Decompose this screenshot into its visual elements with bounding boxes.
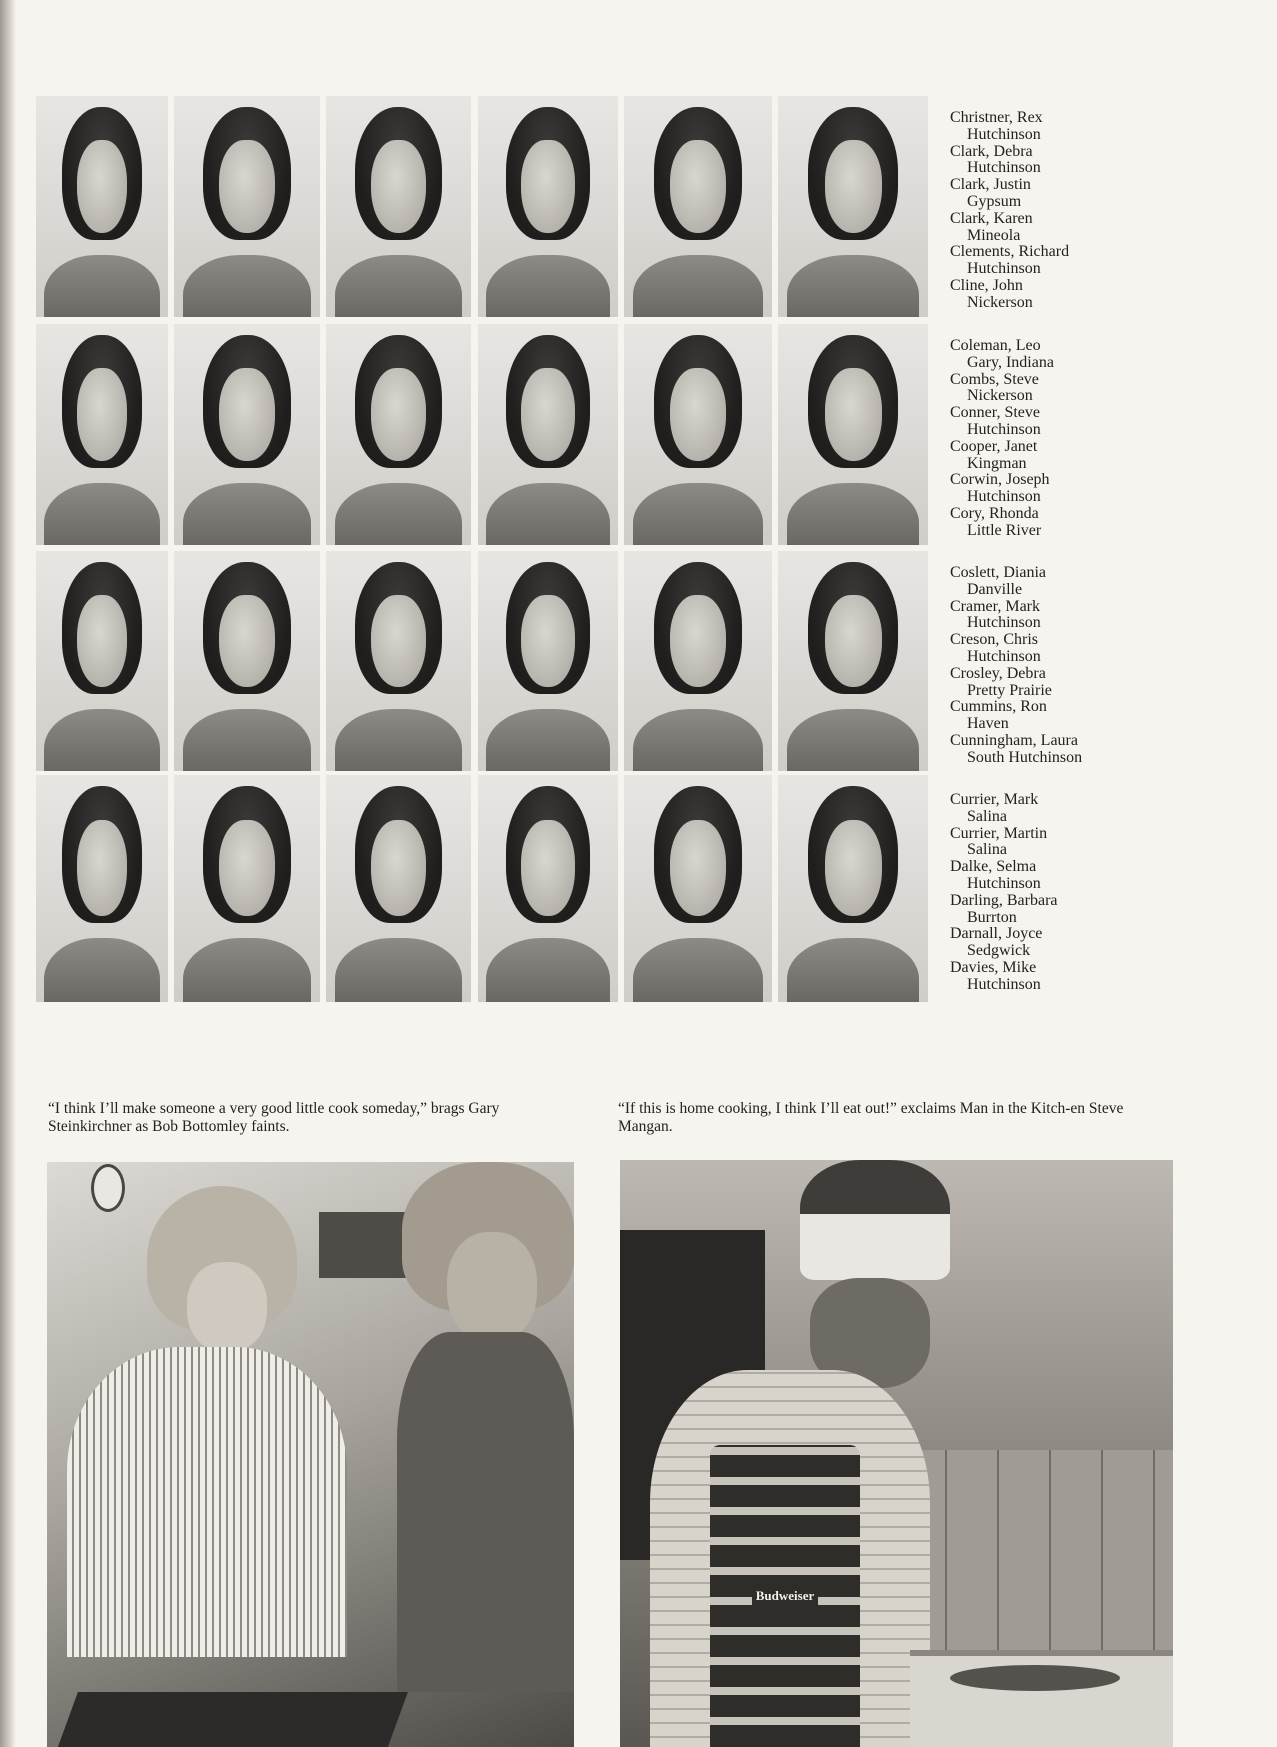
student-name: Cunningham, Laura bbox=[950, 731, 1078, 749]
student-hometown: Hutchinson bbox=[967, 488, 1041, 506]
student-name: Davies, Mike bbox=[950, 958, 1037, 976]
student-hometown: Hutchinson bbox=[967, 614, 1041, 632]
student-portrait bbox=[778, 96, 928, 317]
name-list bbox=[950, 565, 1250, 767]
student-right-face bbox=[447, 1232, 537, 1342]
name-list bbox=[950, 792, 1250, 994]
portrait-body bbox=[183, 709, 311, 771]
student-portrait bbox=[326, 775, 471, 1002]
student-portrait bbox=[778, 324, 928, 545]
book-spine-shadow bbox=[0, 0, 16, 1747]
portrait-face bbox=[670, 820, 726, 915]
student-name: Coslett, Diania bbox=[950, 564, 1046, 581]
apron-brand-label: Budweiser bbox=[752, 1586, 819, 1606]
portrait-body bbox=[633, 255, 763, 317]
name-list bbox=[950, 110, 1250, 312]
photo-two-students-cooking bbox=[47, 1162, 574, 1747]
portrait-body bbox=[44, 938, 160, 1002]
portrait-body bbox=[787, 938, 919, 1002]
portrait-body bbox=[633, 709, 763, 771]
student-portrait bbox=[624, 96, 772, 317]
chef-hat bbox=[800, 1160, 950, 1280]
student-hometown: Danville bbox=[967, 580, 1023, 598]
student-name: Dalke, Selma bbox=[950, 858, 1037, 876]
caption-right: “If this is home cooking, I think I’ll eat out!” exclaims Man in the Kitch-en Steve Mangan. bbox=[618, 1100, 1124, 1135]
student-name: Corwin, Joseph bbox=[950, 471, 1050, 489]
portrait-body bbox=[335, 255, 463, 317]
student-portrait bbox=[174, 96, 320, 317]
student-hometown: Hutchinson bbox=[967, 874, 1041, 892]
portrait-face bbox=[371, 820, 426, 915]
wall-clock bbox=[91, 1164, 125, 1212]
student-hometown: Gypsum bbox=[967, 192, 1022, 210]
baking-tray bbox=[56, 1692, 408, 1747]
student-name: Currier, Mark bbox=[950, 791, 1039, 808]
pot bbox=[950, 1665, 1120, 1691]
student-hometown: Gary, Indiana bbox=[967, 353, 1054, 371]
student-portrait bbox=[478, 324, 618, 545]
portrait-body bbox=[183, 255, 311, 317]
student-portrait bbox=[478, 96, 618, 317]
caption-left: “I think I’ll make someone a very good little cook someday,” brags Gary Steinkirchner as Bob Bottomley faints. bbox=[48, 1100, 500, 1135]
student-portrait bbox=[624, 551, 772, 771]
portrait-body bbox=[44, 483, 160, 545]
student-portrait bbox=[326, 324, 471, 545]
portrait-face bbox=[825, 820, 882, 915]
student-name: Clark, Karen bbox=[950, 209, 1033, 227]
student-hometown: Hutchinson bbox=[967, 260, 1041, 278]
student-name: Creson, Chris bbox=[950, 631, 1038, 649]
portrait-face bbox=[77, 368, 127, 461]
portrait-face bbox=[219, 595, 274, 687]
student-portrait bbox=[326, 96, 471, 317]
student-portrait bbox=[478, 775, 618, 1002]
student-hometown: Hutchinson bbox=[967, 420, 1041, 438]
portrait-body bbox=[486, 255, 609, 317]
student-portrait bbox=[36, 324, 168, 545]
portrait-body bbox=[787, 483, 919, 545]
student-name: Currier, Martin bbox=[950, 824, 1048, 842]
portrait-face bbox=[371, 595, 426, 687]
student-portrait bbox=[174, 551, 320, 771]
student-portrait bbox=[174, 775, 320, 1002]
student-hometown: Salina bbox=[967, 807, 1007, 825]
portrait-body bbox=[335, 709, 463, 771]
portrait-body bbox=[787, 709, 919, 771]
student-portrait bbox=[778, 775, 928, 1002]
student-portrait bbox=[624, 775, 772, 1002]
student-hometown: Hutchinson bbox=[967, 647, 1041, 665]
portrait-body bbox=[335, 483, 463, 545]
student-left-face bbox=[187, 1262, 267, 1352]
portrait-face bbox=[77, 140, 127, 233]
student-portrait bbox=[478, 551, 618, 771]
student-portrait bbox=[326, 551, 471, 771]
portrait-face bbox=[371, 140, 426, 233]
budweiser-apron bbox=[710, 1445, 860, 1747]
portrait-body bbox=[486, 938, 609, 1002]
portrait-face bbox=[825, 368, 882, 461]
portrait-body bbox=[44, 709, 160, 771]
portrait-body bbox=[183, 483, 311, 545]
student-name: Crosley, Debra bbox=[950, 664, 1046, 682]
student-hometown: Haven bbox=[967, 715, 1009, 733]
student-hometown: Nickerson bbox=[967, 387, 1033, 405]
student-hometown: Mineola bbox=[967, 226, 1021, 244]
student-right-shirt bbox=[397, 1332, 574, 1692]
student-name: Clark, Justin bbox=[950, 176, 1031, 194]
student-hometown: Little River bbox=[967, 521, 1042, 539]
student-name: Coleman, Leo bbox=[950, 337, 1041, 354]
portrait-face bbox=[219, 368, 274, 461]
portrait-body bbox=[633, 483, 763, 545]
student-hometown: Hutchinson bbox=[967, 975, 1041, 993]
student-portrait bbox=[36, 96, 168, 317]
portrait-body bbox=[486, 709, 609, 771]
portrait-face bbox=[77, 820, 127, 915]
student-name: Christner, Rex bbox=[950, 109, 1043, 126]
portrait-face bbox=[825, 595, 882, 687]
student-portrait bbox=[778, 551, 928, 771]
portrait-body bbox=[633, 938, 763, 1002]
student-name: Darnall, Joyce bbox=[950, 925, 1043, 943]
student-hometown: Kingman bbox=[967, 454, 1027, 472]
student-name: Combs, Steve bbox=[950, 370, 1039, 388]
student-portrait bbox=[36, 775, 168, 1002]
student-name: Darling, Barbara bbox=[950, 891, 1058, 909]
student-hometown: Salina bbox=[967, 841, 1007, 859]
student-name: Cramer, Mark bbox=[950, 597, 1040, 615]
student-portrait bbox=[624, 324, 772, 545]
photo-man-in-kitchen bbox=[620, 1160, 1173, 1747]
student-name: Cooper, Janet bbox=[950, 437, 1038, 455]
portrait-body bbox=[335, 938, 463, 1002]
portrait-face bbox=[670, 595, 726, 687]
portrait-face bbox=[670, 140, 726, 233]
student-hometown: South Hutchinson bbox=[967, 748, 1083, 766]
portrait-face bbox=[77, 595, 127, 687]
student-name: Clark, Debra bbox=[950, 142, 1033, 160]
portrait-body bbox=[44, 255, 160, 317]
portrait-face bbox=[670, 368, 726, 461]
portrait-face bbox=[219, 140, 274, 233]
student-hometown: Nickerson bbox=[967, 293, 1033, 311]
student-name: Conner, Steve bbox=[950, 404, 1041, 422]
student-left-striped-shirt bbox=[67, 1347, 347, 1657]
name-list bbox=[950, 338, 1250, 540]
student-name: Cummins, Ron bbox=[950, 698, 1047, 716]
student-hometown: Hutchinson bbox=[967, 159, 1041, 177]
student-name: Clements, Richard bbox=[950, 243, 1070, 261]
portrait-body bbox=[486, 483, 609, 545]
portrait-body bbox=[787, 255, 919, 317]
portrait-face bbox=[521, 140, 574, 233]
student-portrait bbox=[36, 551, 168, 771]
student-hometown: Pretty Prairie bbox=[967, 681, 1052, 699]
student-hometown: Hutchinson bbox=[967, 125, 1041, 143]
portrait-body bbox=[183, 938, 311, 1002]
portrait-face bbox=[219, 820, 274, 915]
student-name: Cory, Rhonda bbox=[950, 504, 1039, 522]
student-name: Cline, John bbox=[950, 276, 1023, 294]
wall-sign bbox=[319, 1212, 415, 1278]
student-hometown: Sedgwick bbox=[967, 942, 1031, 960]
portrait-face bbox=[371, 368, 426, 461]
portrait-face bbox=[825, 140, 882, 233]
portrait-face bbox=[521, 820, 574, 915]
portrait-face bbox=[521, 368, 574, 461]
student-portrait bbox=[174, 324, 320, 545]
portrait-face bbox=[521, 595, 574, 687]
student-hometown: Burrton bbox=[967, 908, 1017, 926]
